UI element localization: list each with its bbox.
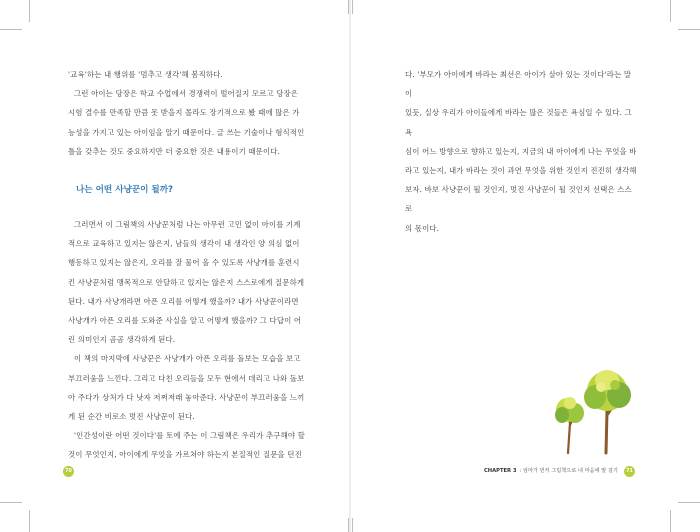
text-line: 부끄러움을 느낀다. 그리고 다친 오리들을 모두 현에서 데리고 나와 돌보 bbox=[68, 373, 305, 383]
text-line: 사냥개가 아픈 오리를 도와준 사실을 알고 어떻게 했을까? 그 다답이 어 bbox=[68, 316, 302, 326]
chapter-label: CHAPTER 3 bbox=[484, 468, 517, 474]
tree-canopy bbox=[564, 397, 576, 409]
text-line: 있듯, 실상 우리가 아이들에게 바라는 많은 것들은 욕심일 수 있다. 그 욕 bbox=[405, 108, 632, 137]
text-line: 그런 아이는 당장은 학교 수업에서 경쟁력이 떨어질지 모르고 당장은 bbox=[74, 89, 299, 99]
tree-canopy bbox=[610, 380, 620, 390]
text-line: 게 된 순간 비로소 멋진 사냥꾼이 된다. bbox=[68, 412, 195, 422]
text-line: 아 주다가 상처가 다 낫자 저쩌저래 놓아준다. 사냥꾼이 부끄러움을 느끼 bbox=[68, 392, 305, 402]
text-line: 틀을 갖추는 것도 중요하지만 더 중요한 것은 내용이기 때문이다. bbox=[68, 146, 281, 156]
page-number-right: 71 bbox=[624, 466, 635, 477]
text-line: 그러면서 이 그림책의 사냥꾼처럼 나는 아무런 고민 없이 아이를 기계 bbox=[74, 220, 301, 229]
tree-canopy bbox=[555, 407, 569, 423]
page-number-left: 70 bbox=[63, 466, 74, 477]
text-line: 킨 사냥꾼처럼 맹목적으로 안달하고 있지는 않은지 스스로에게 질문하게 bbox=[68, 277, 305, 287]
left-main-text bbox=[68, 215, 308, 465]
text-line: 시험 결수를 만족할 만큼 못 받을지 몰라도 장기적으로 봤 때에 많은 가 bbox=[68, 108, 300, 118]
right-top-text bbox=[405, 65, 637, 238]
tree-illustration bbox=[545, 365, 635, 455]
text-line: 적으로 교육하고 있지는 않은지, 남들의 생각이 내 생각인 양 의심 없이 bbox=[68, 239, 300, 249]
left-top-text bbox=[68, 65, 308, 161]
tree-canopy bbox=[596, 382, 606, 392]
text-line: 심이 어느 방향으로 향하고 있는지, 지금의 내 아이에게 나는 무엇을 바 bbox=[405, 146, 637, 156]
text-line: 다. '부모가 아이에게 바라는 최선은 아이가 살아 있는 것이다'라는 말이 bbox=[405, 70, 632, 99]
section-heading: 나는 어떤 사냥꾼이 될까? bbox=[76, 185, 173, 195]
text-line: 보자. 바보 사냥꾼이 될 것인지, 멋진 사냥꾼이 될 것인지 선택은 스스로 bbox=[405, 185, 632, 214]
text-line: 의 몫이다. bbox=[405, 223, 440, 233]
text-line: 린 의미인지 곰곰 생각하게 된다. bbox=[68, 335, 176, 345]
text-line: 라고 있는지, 내가 바라는 것이 과연 무엇을 위한 것인지 진진히 생각해 bbox=[405, 166, 637, 176]
text-line: 이 책의 마지막에 사냥꾼은 사냥개가 아픈 오리를 돌보는 모습을 보고 bbox=[74, 354, 301, 364]
chapter-title: : 엄마가 먼저 그림책으로 내 마음에 말 걸기 bbox=[519, 468, 618, 474]
text-line: 능성을 가지고 있는 아이임을 알기 때문이다. 글 쓰는 기술이나 형식적인 bbox=[68, 127, 305, 137]
text-line: '인간성이란 어떤 것이다'를 토에 주는 이 그림책은 우리가 추구해야 할 bbox=[74, 431, 305, 441]
text-line: 된다. 내가 사냥개라면 아픈 오리를 어떻게 했을까? 내가 사냥꾼이라면 bbox=[68, 296, 299, 306]
text-line: '교육'하는 내 행위를 '멈추고 생각'해 봄직하다. bbox=[68, 70, 223, 79]
chapter-footer bbox=[484, 466, 618, 477]
text-line: 행동하고 있지는 않은지, 오리를 잘 물어 올 수 있도록 사냥개를 훈련시 bbox=[68, 258, 300, 268]
text-line: 것이 무엇인지, 아이에게 무엇을 가르쳐야 하는지 본질적인 질문을 던진 bbox=[68, 450, 302, 460]
